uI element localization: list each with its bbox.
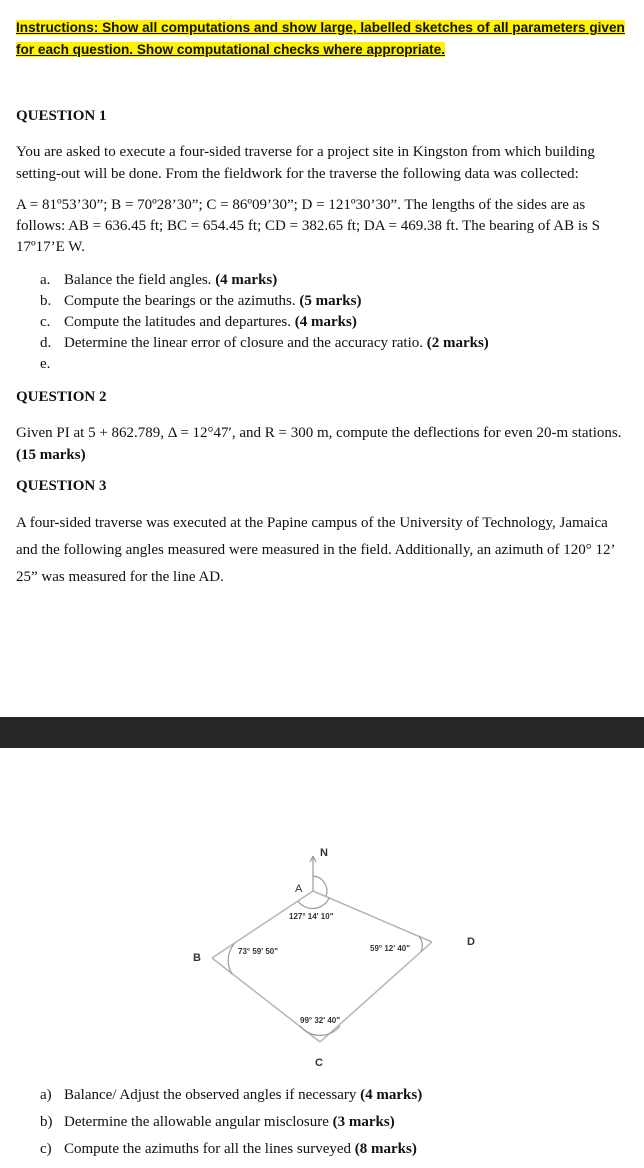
station-c-label: C [315, 1057, 323, 1069]
q1-part-a: a. Balance the field angles. (4 marks) [40, 272, 278, 288]
q1-part-e: e. [40, 356, 51, 372]
question-2-heading: QUESTION 2 [16, 389, 107, 405]
north-label: N [320, 847, 328, 859]
q1-part-d: d. Determine the linear error of closure and the accuracy ratio. (2 marks) [40, 335, 489, 351]
question-3-text: A four-sided traverse was executed at the Papine campus of the University of Technology, Jamaica and the following angles measured were measured in the field. Additionally, an azimuth of 120° 12’ 25” was measured for the line AD. [16, 515, 615, 585]
angle-c-label: 99° 32' 40" [300, 1016, 341, 1025]
angle-b-label: 73° 59' 50" [238, 947, 279, 956]
question-1-parts [40, 270, 489, 375]
question-3-heading: QUESTION 3 [16, 478, 107, 494]
q1-part-b: b. Compute the bearings or the azimuths. (5 marks) [40, 293, 362, 309]
question-1-intro: You are asked to execute a four-sided traverse for a project site in Kingston from which building setting-out will be done. From the fieldwork for the traverse the following data was collected: [16, 144, 595, 182]
question-2-text: Given PI at 5 + 862.789, Δ = 12°47′, and R = 300 m, compute the deflections for even 20-m stations. (15 marks) [16, 425, 622, 463]
question-1-heading: QUESTION 1 [16, 108, 107, 124]
q3-part-b: b) Determine the allowable angular misclosure (3 marks) [40, 1114, 395, 1130]
q1-part-c: c. Compute the latitudes and departures. (4 marks) [40, 314, 357, 330]
station-d-label: D [467, 936, 475, 948]
question-1-data: A = 81º53’30”; B = 70º28’30”; C = 86º09’30”; D = 121º30’30”. The lengths of the sides are as follows: AB = 636.45 ft; BC = 654.45 ft; CD = 382.65 ft; DA = 469.38 ft. The bearing of AB is S 17º17’E W. [16, 197, 600, 255]
station-b-label: B [193, 952, 201, 964]
page-divider-bar [0, 717, 644, 748]
q3-part-c: c) Compute the azimuths for all the lines surveyed (8 marks) [40, 1141, 417, 1157]
angle-arc-a-north [313, 876, 327, 896]
traverse-line-dc [320, 942, 432, 1042]
angle-arc-a [298, 898, 329, 909]
angle-arc-b [228, 944, 234, 974]
traverse-diagram [0, 830, 644, 1075]
instructions-banner [16, 17, 636, 61]
angle-d-label: 59° 12' 40" [370, 944, 411, 953]
station-a-label: A [295, 883, 303, 895]
instructions-text: Instructions: Show all computations and show large, labelled sketches of all parameters given for each question. Show computational checks where appropriate. [16, 20, 625, 57]
q3-part-a: a) Balance/ Adjust the observed angles if necessary (4 marks) [40, 1087, 423, 1103]
angle-a-label: 127° 14' 10" [289, 912, 334, 921]
question-3-parts [40, 1085, 422, 1166]
